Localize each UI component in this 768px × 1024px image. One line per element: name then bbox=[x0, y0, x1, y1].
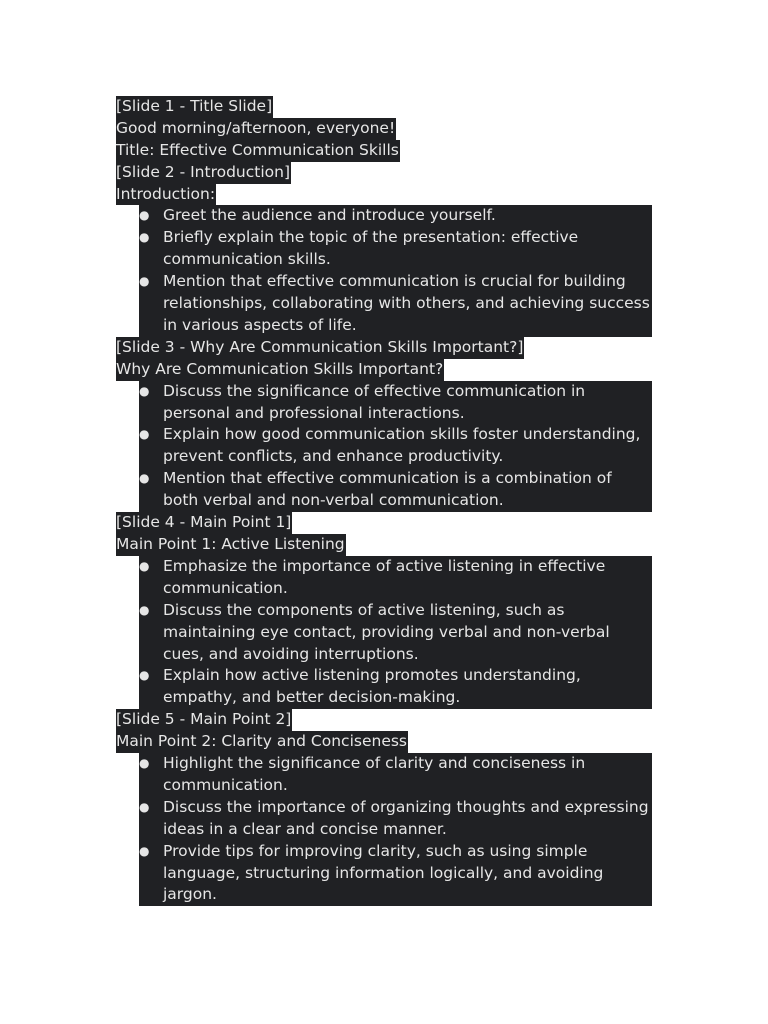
slide-heading: [Slide 1 - Title Slide] bbox=[116, 96, 273, 118]
bullet-icon: ● bbox=[139, 208, 150, 223]
bullet-icon: ● bbox=[139, 230, 150, 245]
bullet-list bbox=[139, 753, 652, 906]
list-item bbox=[139, 841, 652, 907]
slide-heading: [Slide 2 - Introduction] bbox=[116, 162, 291, 184]
text-line: Title: Effective Communication Skills bbox=[116, 140, 400, 162]
list-item-text: Emphasize the importance of active listening in effective communication. bbox=[163, 556, 606, 597]
list-item-text: Briefly explain the topic of the presentation: effective communication skills. bbox=[163, 228, 579, 269]
list-item-text: Provide tips for improving clarity, such as using simple language, structuring information logically, and avoiding jargon. bbox=[163, 841, 604, 904]
list-item-text: Discuss the significance of effective communication in personal and professional interactions. bbox=[163, 381, 586, 422]
bullet-icon: ● bbox=[139, 471, 150, 486]
section-slide-2 bbox=[116, 162, 652, 337]
section-title: Main Point 1: Active Listening bbox=[116, 534, 346, 556]
bullet-icon: ● bbox=[139, 558, 150, 573]
section-slide-1 bbox=[116, 96, 652, 162]
list-item-text: Discuss the importance of organizing thoughts and expressing ideas in a clear and concise manner. bbox=[163, 797, 649, 838]
bullet-icon: ● bbox=[139, 602, 150, 617]
slide-heading: [Slide 5 - Main Point 2] bbox=[116, 709, 292, 731]
list-item-text: Discuss the components of active listening, such as maintaining eye contact, providing verbal and non-verbal cues, and avoiding interruptions. bbox=[163, 600, 610, 663]
bullet-list bbox=[139, 381, 652, 512]
slide-heading: [Slide 3 - Why Are Communication Skills Important?] bbox=[116, 337, 524, 359]
list-item bbox=[139, 271, 652, 337]
list-item bbox=[139, 556, 652, 600]
list-item-text: Mention that effective communication is a combination of both verbal and non-verbal communication. bbox=[163, 469, 612, 510]
bullet-list bbox=[139, 205, 652, 336]
text-line: Good morning/afternoon, everyone! bbox=[116, 118, 396, 140]
bullet-icon: ● bbox=[139, 668, 150, 683]
bullet-icon: ● bbox=[139, 274, 150, 289]
list-item bbox=[139, 424, 652, 468]
list-item bbox=[139, 381, 652, 425]
section-slide-3 bbox=[116, 337, 652, 512]
list-item bbox=[139, 797, 652, 841]
list-item bbox=[139, 468, 652, 512]
bullet-icon: ● bbox=[139, 427, 150, 442]
section-title: Introduction: bbox=[116, 184, 216, 206]
bullet-list bbox=[139, 556, 652, 709]
list-item bbox=[139, 665, 652, 709]
list-item-text: Highlight the significance of clarity and conciseness in communication. bbox=[163, 754, 586, 794]
section-slide-5 bbox=[116, 709, 652, 906]
list-item-text: Explain how good communication skills foster understanding, prevent conflicts, and enhance productivity. bbox=[163, 425, 641, 466]
list-item-text: Greet the audience and introduce yourself. bbox=[163, 206, 496, 225]
section-slide-4 bbox=[116, 512, 652, 709]
list-item-text: Mention that effective communication is crucial for building relationships, collaborating with others, and achieving success in various aspects of life. bbox=[163, 272, 650, 334]
list-item bbox=[139, 600, 652, 666]
list-item bbox=[139, 753, 652, 797]
bullet-icon: ● bbox=[139, 756, 150, 771]
list-item bbox=[139, 227, 652, 271]
section-title: Main Point 2: Clarity and Conciseness bbox=[116, 731, 408, 753]
bullet-icon: ● bbox=[139, 799, 150, 814]
list-item-text: Explain how active listening promotes understanding, empathy, and better decision-making. bbox=[163, 666, 581, 707]
list-item bbox=[139, 205, 652, 227]
bullet-icon: ● bbox=[139, 843, 150, 858]
document-body bbox=[116, 96, 652, 906]
slide-heading: [Slide 4 - Main Point 1] bbox=[116, 512, 292, 534]
section-title: Why Are Communication Skills Important? bbox=[116, 359, 444, 381]
bullet-icon: ● bbox=[139, 383, 150, 398]
